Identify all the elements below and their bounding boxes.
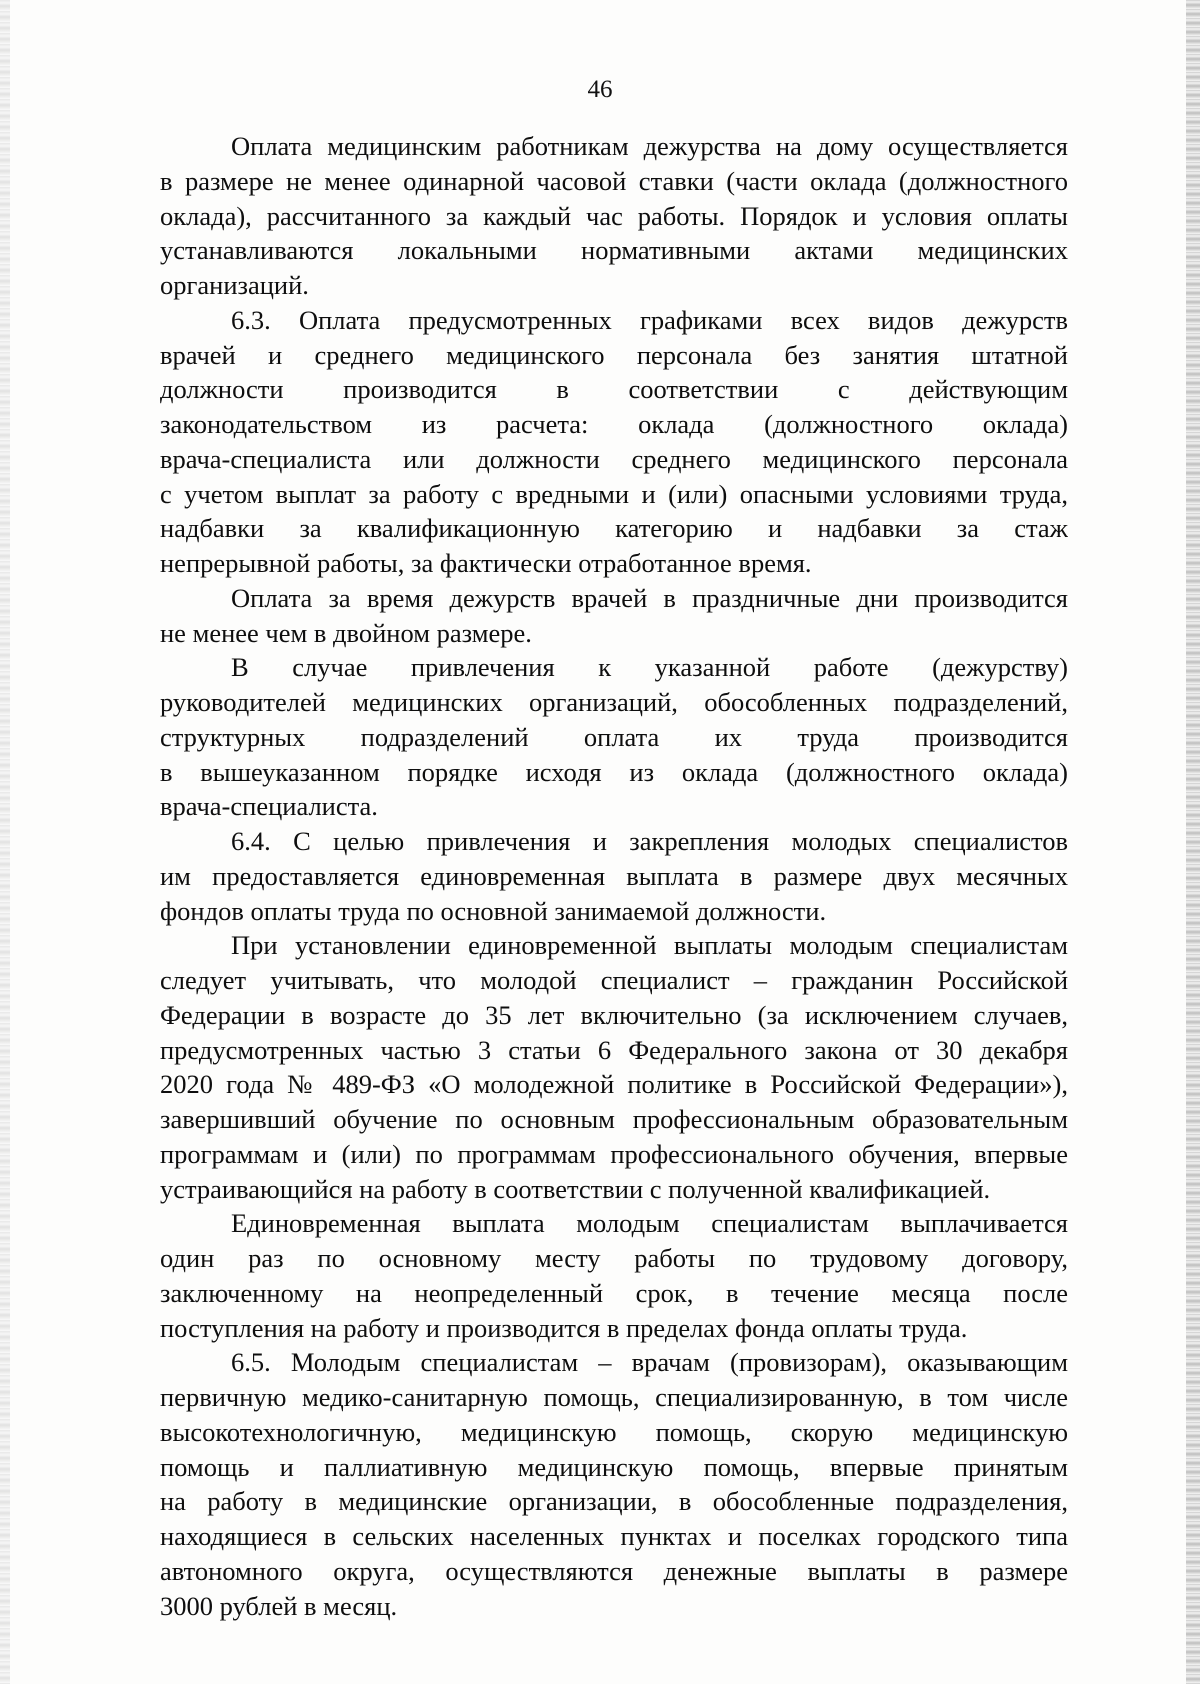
body-text [160, 129, 1068, 1623]
text-line: структурных подразделений оплата их труда производится [160, 721, 1068, 752]
text-line: врача-специалиста. [160, 791, 378, 822]
text-line: 6.3. Оплата предусмотренных графиками всех видов дежурств [231, 304, 1068, 335]
text-line: В случае привлечения к указанной работе (дежурству) [231, 652, 1068, 683]
text-line: оклада), рассчитанного за каждый час работы. Порядок и условия оплаты [160, 200, 1068, 231]
text-line: Единовременная выплата молодым специалистам выплачивается [231, 1208, 1068, 1239]
text-line: высокотехнологичную, медицинскую помощь, скорую медицинскую [160, 1416, 1068, 1447]
text-line: 6.4. С целью привлечения и закрепления молодых специалистов [231, 826, 1068, 856]
text-line: помощь и паллиативную медицинскую помощь, впервые принятым [160, 1451, 1068, 1482]
text-line: При установлении единовременной выплаты молодым специалистам [231, 930, 1068, 961]
text-line: на работу в медицинские организации, в обособленные подразделения, [160, 1486, 1068, 1517]
text-line: организаций. [160, 270, 309, 300]
text-line: должности производится в соответствии с действующим [160, 374, 1068, 405]
text-line: один раз по основному месту работы по трудовому договору, [160, 1243, 1068, 1273]
text-line: врача-специалиста или должности среднего медицинского персонала [160, 443, 1068, 474]
text-line: с учетом выплат за работу с вредными и (или) опасными условиями труда, [160, 478, 1068, 509]
text-line: не менее чем в двойном размере. [160, 617, 532, 648]
text-line: заключенному на неопределенный срок, в течение месяца после [160, 1277, 1068, 1308]
text-line: фондов оплаты труда по основной занимаемой должности. [160, 895, 827, 926]
text-line: врачей и среднего медицинского персонала без занятия штатной [160, 339, 1068, 370]
text-line: непрерывной работы, за фактически отработанное время. [160, 548, 812, 578]
scan-edge-left [0, 0, 10, 1684]
text-line: устраивающийся на работу в соответствии с полученной квалификацией. [160, 1173, 991, 1204]
text-line: 2020 года № 489-ФЗ «О молодежной политике в Российской Федерации»), [160, 1069, 1068, 1100]
text-line: следует учитывать, что молодой специалист – гражданин Российской [160, 965, 1068, 995]
text-line: надбавки за квалификационную категорию и надбавки за стаж [160, 513, 1068, 544]
text-line: первичную медико-санитарную помощь, специализированную, в том числе [160, 1382, 1068, 1412]
text-line: 3000 рублей в месяц. [160, 1590, 398, 1621]
scan-edge-right [1186, 0, 1200, 1684]
text-line: предусмотренных частью 3 статьи 6 Федерального закона от 30 декабря [160, 1034, 1068, 1065]
text-line: Оплата медицинским работникам дежурства на дому осуществляется [231, 131, 1068, 161]
text-line: устанавливаются локальными нормативными актами медицинских [160, 235, 1068, 266]
text-line: программам и (или) по программам профессионального обучения, впервые [160, 1138, 1068, 1169]
text-line: завершивший обучение по основным профессиональным образовательным [160, 1104, 1068, 1134]
text-line: в размере не менее одинарной часовой ставки (части оклада (должностного [160, 165, 1068, 196]
text-line: руководителей медицинских организаций, обособленных подразделений, [160, 687, 1068, 717]
text-line: находящиеся в сельских населенных пунктах и поселках городского типа [160, 1521, 1068, 1551]
text-line: в вышеуказанном порядке исходя из оклада (должностного оклада) [160, 756, 1068, 787]
text-line: Оплата за время дежурств врачей в праздничные дни производится [231, 582, 1068, 613]
text-line: Федерации в возрасте до 35 лет включительно (за исключением случаев, [160, 999, 1068, 1030]
text-line: им предоставляется единовременная выплата в размере двух месячных [160, 860, 1068, 891]
text-line: 6.5. Молодым специалистам – врачам (провизорам), оказывающим [231, 1347, 1068, 1378]
page-number: 46 [587, 76, 613, 103]
text-line: законодательством из расчета: оклада (должностного оклада) [160, 409, 1068, 439]
text-line: автономного округа, осуществляются денежные выплаты в размере [160, 1555, 1068, 1586]
text-line: поступления на работу и производится в пределах фонда оплаты труда. [160, 1312, 968, 1343]
